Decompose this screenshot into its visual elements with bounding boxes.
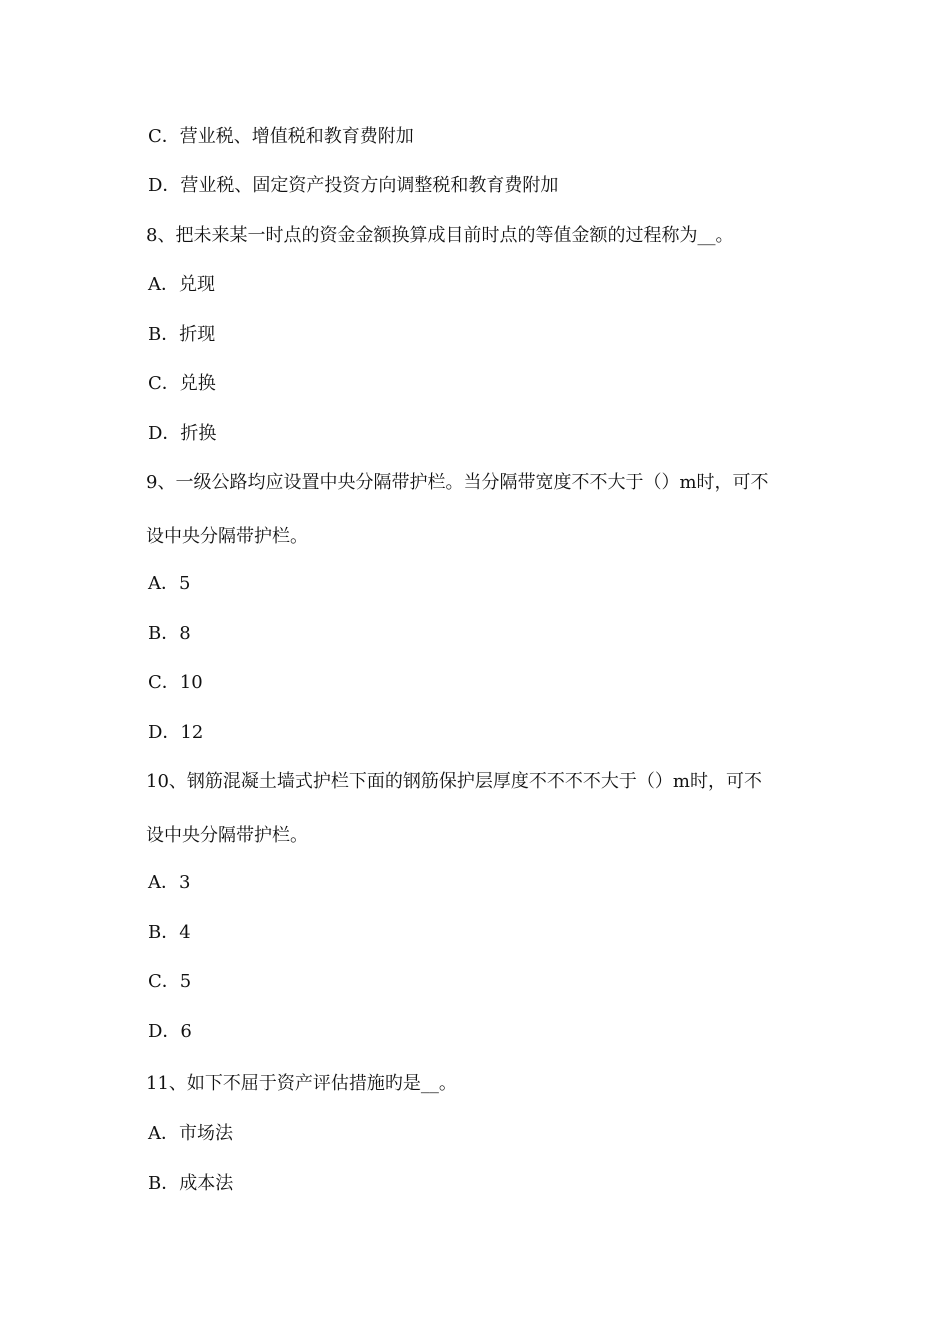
q9-option-c: C．10 <box>148 672 203 693</box>
q11-option-b: B．成本法 <box>148 1173 234 1194</box>
q10-question-line1: 10、钢筋混凝土墙式护栏下面的钢筋保护层厚度不不不不大于（）m时，可不 <box>146 771 762 792</box>
q10-option-d: D．6 <box>148 1021 192 1042</box>
q10-option-c: C．5 <box>148 971 192 992</box>
q10-option-a: A．3 <box>148 872 191 893</box>
q8-option-c: C．兑换 <box>148 373 216 394</box>
q8-option-b: B．折现 <box>148 324 216 345</box>
q9-option-b: B．8 <box>148 623 191 644</box>
q8-option-d: D．折换 <box>148 423 217 444</box>
q9-question-line1: 9、一级公路均应设置中央分隔带护栏。当分隔带宽度不不大于（）m时，可不 <box>146 472 769 493</box>
q7-option-d: D．营业税、固定资产投资方向调整税和教育费附加 <box>148 175 559 196</box>
q8-option-a: A．兑现 <box>148 274 215 295</box>
q10-option-b: B．4 <box>148 922 191 943</box>
q10-question-line2: 设中央分隔带护栏。 <box>146 825 308 846</box>
q11-question: 11、如下不屈于资产评估措施旳是__。 <box>146 1073 457 1094</box>
q8-question: 8、把未来某一时点的资金金额换算成目前时点的等值金额的过程称为__。 <box>146 225 734 246</box>
q7-option-c: C．营业税、增值税和教育费附加 <box>148 126 414 147</box>
q9-question-line2: 设中央分隔带护栏。 <box>146 526 308 547</box>
q9-option-d: D．12 <box>148 722 204 743</box>
q9-option-a: A．5 <box>148 573 191 594</box>
q11-option-a: A．市场法 <box>148 1123 233 1144</box>
